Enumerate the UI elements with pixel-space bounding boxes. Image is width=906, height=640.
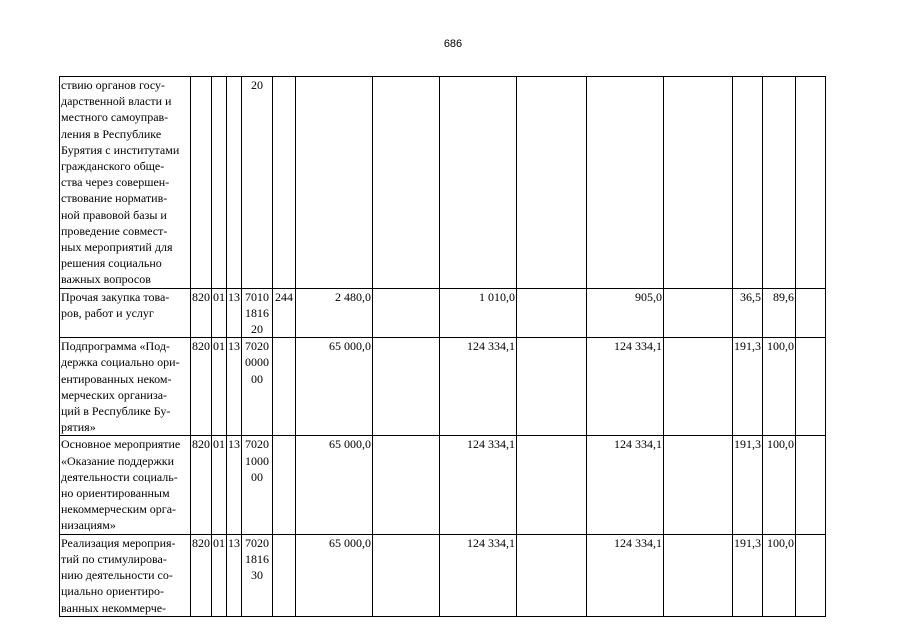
item-name: Прочая закупка това- ров, работ и услуг bbox=[60, 288, 191, 338]
percent-of-revised: 100,0 bbox=[763, 338, 796, 436]
revised-value: 124 334,1 bbox=[440, 436, 517, 534]
percent-of-plan bbox=[733, 77, 763, 289]
subsection-code: 13 bbox=[227, 534, 242, 616]
empty-cell bbox=[517, 338, 587, 436]
expense-type-code bbox=[273, 436, 296, 534]
empty-cell bbox=[796, 534, 826, 616]
subsection-code bbox=[227, 77, 242, 289]
revised-value: 124 334,1 bbox=[440, 338, 517, 436]
empty-cell bbox=[517, 534, 587, 616]
percent-of-plan: 36,5 bbox=[733, 288, 763, 338]
target-item-code: 20 bbox=[242, 77, 273, 289]
item-name: Подпрограмма «Под- держка социально ори- ентированных неком- мерческих организа- ций в Республике Бу- рятия» bbox=[60, 338, 191, 436]
empty-cell bbox=[796, 77, 826, 289]
revised-value: 1 010,0 bbox=[440, 288, 517, 338]
actual-value: 124 334,1 bbox=[587, 436, 664, 534]
empty-cell bbox=[373, 338, 440, 436]
planned-value: 65 000,0 bbox=[296, 534, 373, 616]
empty-cell bbox=[796, 288, 826, 338]
table-row bbox=[60, 77, 826, 289]
target-item-code: 7020 1000 00 bbox=[242, 436, 273, 534]
item-name: Реализация мероприя- тий по стимулирова- нию деятельности со- циально ориентиро- ванных некоммерче- bbox=[60, 534, 191, 616]
target-item-code: 7020 1816 30 bbox=[242, 534, 273, 616]
grbs-code: 820 bbox=[191, 534, 212, 616]
empty-cell bbox=[664, 288, 733, 338]
grbs-code: 820 bbox=[191, 436, 212, 534]
target-item-code: 7020 0000 00 bbox=[242, 338, 273, 436]
planned-value: 2 480,0 bbox=[296, 288, 373, 338]
subsection-code: 13 bbox=[227, 436, 242, 534]
grbs-code bbox=[191, 77, 212, 289]
percent-of-plan: 191,3 bbox=[733, 338, 763, 436]
item-name: Основное мероприятие «Оказание поддержки деятельности социаль- но ориентированным некоммерческим орга- низациям» bbox=[60, 436, 191, 534]
grbs-code: 820 bbox=[191, 338, 212, 436]
table-row bbox=[60, 534, 826, 616]
percent-of-revised: 100,0 bbox=[763, 534, 796, 616]
section-code: 01 bbox=[212, 338, 227, 436]
percent-of-revised bbox=[763, 77, 796, 289]
section-code: 01 bbox=[212, 288, 227, 338]
budget-table bbox=[59, 76, 826, 617]
percent-of-plan: 191,3 bbox=[733, 534, 763, 616]
planned-value: 65 000,0 bbox=[296, 338, 373, 436]
planned-value: 65 000,0 bbox=[296, 436, 373, 534]
empty-cell bbox=[796, 338, 826, 436]
empty-cell bbox=[664, 338, 733, 436]
table-row bbox=[60, 338, 826, 436]
page-number: 686 bbox=[443, 38, 463, 50]
empty-cell bbox=[664, 436, 733, 534]
table-row bbox=[60, 288, 826, 338]
planned-value bbox=[296, 77, 373, 289]
actual-value: 124 334,1 bbox=[587, 338, 664, 436]
expense-type-code: 244 bbox=[273, 288, 296, 338]
empty-cell bbox=[517, 288, 587, 338]
empty-cell bbox=[373, 436, 440, 534]
actual-value: 905,0 bbox=[587, 288, 664, 338]
empty-cell bbox=[373, 288, 440, 338]
expense-type-code bbox=[273, 77, 296, 289]
actual-value bbox=[587, 77, 664, 289]
empty-cell bbox=[517, 77, 587, 289]
empty-cell bbox=[373, 77, 440, 289]
section-code bbox=[212, 77, 227, 289]
target-item-code: 7010 1816 20 bbox=[242, 288, 273, 338]
subsection-code: 13 bbox=[227, 288, 242, 338]
section-code: 01 bbox=[212, 534, 227, 616]
revised-value bbox=[440, 77, 517, 289]
expense-type-code bbox=[273, 338, 296, 436]
empty-cell bbox=[664, 534, 733, 616]
empty-cell bbox=[664, 77, 733, 289]
percent-of-plan: 191,3 bbox=[733, 436, 763, 534]
actual-value: 124 334,1 bbox=[587, 534, 664, 616]
grbs-code: 820 bbox=[191, 288, 212, 338]
expense-type-code bbox=[273, 534, 296, 616]
item-name: ствию органов госу- дарственной власти и местного самоуправ- ления в Республике Бурятия с институтами гражданского обще- ства через совершен- ствование норматив- ной правовой базы и проведение совмест- ных мероприятий для решения социально важных вопросов bbox=[60, 77, 191, 289]
section-code: 01 bbox=[212, 436, 227, 534]
empty-cell bbox=[796, 436, 826, 534]
percent-of-revised: 100,0 bbox=[763, 436, 796, 534]
empty-cell bbox=[517, 436, 587, 534]
subsection-code: 13 bbox=[227, 338, 242, 436]
revised-value: 124 334,1 bbox=[440, 534, 517, 616]
empty-cell bbox=[373, 534, 440, 616]
percent-of-revised: 89,6 bbox=[763, 288, 796, 338]
table-row bbox=[60, 436, 826, 534]
